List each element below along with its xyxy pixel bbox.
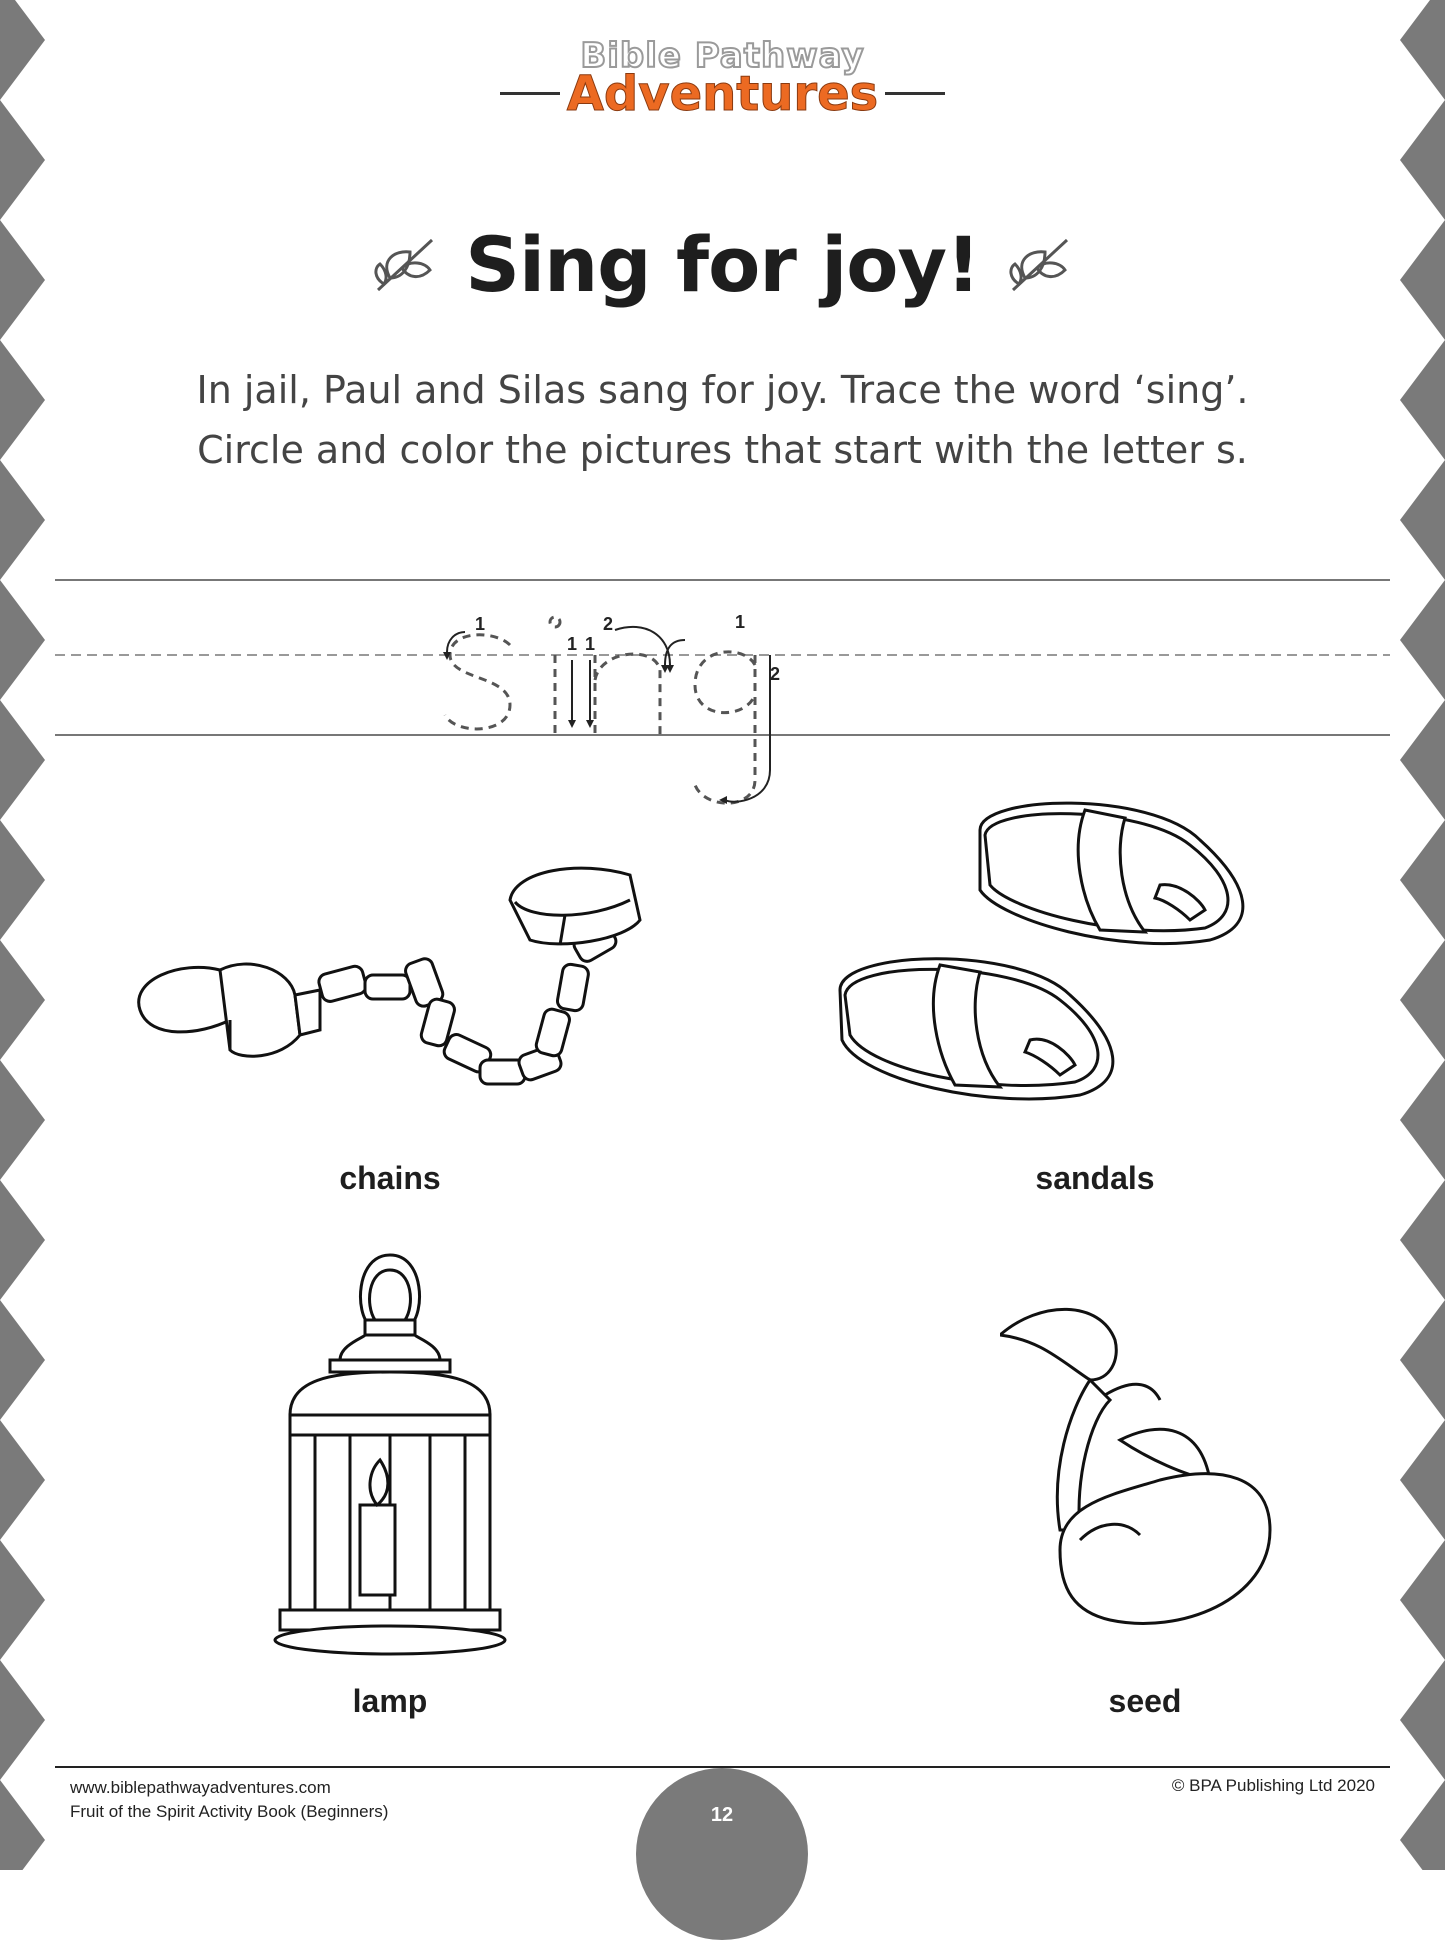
zigzag-triangle	[1400, 580, 1445, 700]
seed-label: seed	[1108, 1683, 1182, 1719]
zigzag-triangle	[1400, 1660, 1445, 1780]
zigzag-triangle	[0, 1780, 45, 1870]
stroke-number: 2	[603, 614, 614, 634]
chains-icon	[120, 860, 680, 1120]
zigzag-triangle	[1400, 1300, 1445, 1420]
zigzag-triangle	[0, 1420, 45, 1540]
tracing-area	[55, 570, 1390, 820]
stroke-number: 1	[735, 612, 746, 632]
lamp-label: lamp	[352, 1683, 428, 1719]
zigzag-triangle	[0, 460, 45, 580]
stroke-number: 1	[475, 614, 486, 634]
zigzag-triangle	[1400, 1420, 1445, 1540]
zigzag-triangle	[0, 1300, 45, 1420]
trace-word-text: sing	[510, 722, 531, 733]
zigzag-triangle	[0, 1660, 45, 1780]
zigzag-triangle	[1400, 1540, 1445, 1660]
footer-left	[70, 1776, 388, 1824]
zigzag-triangle	[1400, 340, 1445, 460]
zigzag-triangle	[0, 940, 45, 1060]
instructions	[80, 360, 1365, 480]
leaf-icon	[1005, 230, 1075, 300]
brand-logo	[0, 36, 1445, 122]
footer-website: www.biblepathwayadventures.com	[70, 1778, 331, 1797]
chains-label: chains	[339, 1160, 441, 1196]
title-row	[0, 220, 1445, 309]
stroke-number: 1	[567, 634, 578, 654]
zigzag-triangle	[0, 340, 45, 460]
page-title: Sing for joy!	[465, 220, 980, 309]
lamp-icon	[270, 1245, 510, 1675]
zigzag-triangle	[1400, 1780, 1445, 1870]
instruction-line-1: In jail, Paul and Silas sang for joy. Trace the word ‘sing’.	[196, 368, 1249, 412]
stroke-number: 1	[585, 634, 596, 654]
leaf-icon	[370, 230, 440, 300]
footer-copyright: © BPA Publishing Ltd 2020	[1171, 1776, 1375, 1795]
logo-bottom-text: Adventures	[566, 66, 879, 122]
zigzag-triangle	[0, 700, 45, 820]
zigzag-triangle	[1400, 700, 1445, 820]
logo-top-text: Bible Pathway	[580, 36, 865, 76]
page-number: 12	[710, 1804, 734, 1826]
zigzag-triangle	[0, 580, 45, 700]
zigzag-triangle	[1400, 1180, 1445, 1300]
zigzag-triangle	[0, 1540, 45, 1660]
zigzag-triangle	[0, 820, 45, 940]
instruction-line-2: Circle and color the pictures that start with the letter s.	[197, 428, 1248, 472]
zigzag-triangle	[1400, 1060, 1445, 1180]
page-number-tab	[636, 1768, 808, 1940]
zigzag-triangle	[1400, 460, 1445, 580]
sandals-icon	[820, 790, 1340, 1120]
seed-icon	[1000, 1300, 1290, 1660]
trace-word-sing	[445, 617, 755, 803]
zigzag-triangle	[0, 1180, 45, 1300]
sandals-label: sandals	[1035, 1160, 1155, 1196]
zigzag-triangle	[1400, 820, 1445, 940]
stroke-number: 2	[770, 664, 781, 684]
footer-book-title: Fruit of the Spirit Activity Book (Beginners)	[70, 1802, 389, 1821]
zigzag-triangle	[0, 1060, 45, 1180]
zigzag-triangle	[1400, 940, 1445, 1060]
